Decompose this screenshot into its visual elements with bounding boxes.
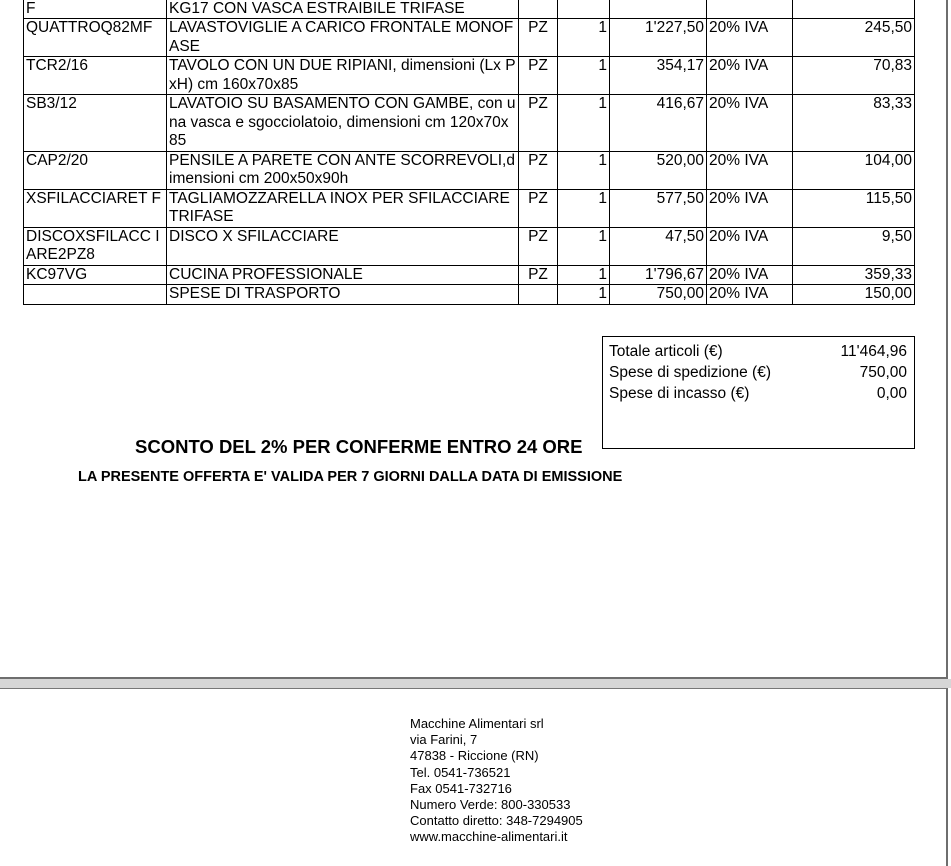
item-description: TAVOLO CON UN DUE RIPIANI, dimensioni (Lx PxH) cm 160x70x85 <box>167 57 519 95</box>
item-code: DISCOXSFILACC IARE2PZ8 <box>24 227 167 265</box>
item-code: F <box>24 0 167 19</box>
company-direct-contact: Contatto diretto: 348-7294905 <box>410 813 583 829</box>
item-quantity: 1 <box>558 151 610 189</box>
item-tax-amount: 83,33 <box>793 95 915 152</box>
item-tax-amount: 9,50 <box>793 227 915 265</box>
item-unit: PZ <box>519 95 558 152</box>
item-unit <box>519 0 558 19</box>
company-fax: Fax 0541-732716 <box>410 780 512 796</box>
footer-page <box>0 688 948 866</box>
table-row <box>24 95 915 152</box>
item-description: SPESE DI TRASPORTO <box>167 285 519 305</box>
item-tax-amount: 70,83 <box>793 57 915 95</box>
item-tax-amount: 245,50 <box>793 19 915 57</box>
company-street: via Farini, 7 <box>410 732 478 748</box>
item-description: CUCINA PROFESSIONALE <box>167 265 519 285</box>
item-tax-amount: 104,00 <box>793 151 915 189</box>
company-info <box>410 716 583 846</box>
item-price: 520,00 <box>610 151 707 189</box>
table-row <box>24 0 915 19</box>
item-code: KC97VG <box>24 265 167 285</box>
item-quantity: 1 <box>558 57 610 95</box>
company-name: Macchine Alimentari srl <box>410 716 544 731</box>
company-city: 47838 - Riccione (RN) <box>410 748 539 764</box>
table-row <box>24 285 915 305</box>
totals-label: Totale articoli (€) <box>609 343 723 360</box>
item-price: 354,17 <box>610 57 707 95</box>
item-unit: PZ <box>519 227 558 265</box>
item-unit: PZ <box>519 19 558 57</box>
totals-label: Spese di spedizione (€) <box>609 364 771 381</box>
totals-label: Spese di incasso (€) <box>609 385 750 402</box>
table-row <box>24 265 915 285</box>
item-quantity: 1 <box>558 189 610 227</box>
table-row <box>24 19 915 57</box>
item-code: SB3/12 <box>24 95 167 152</box>
totals-box <box>602 336 915 449</box>
item-vat: 20% IVA <box>707 265 793 285</box>
item-unit: PZ <box>519 189 558 227</box>
item-price: 750,00 <box>610 285 707 305</box>
item-description: DISCO X SFILACCIARE <box>167 227 519 265</box>
item-vat <box>707 0 793 19</box>
item-price: 47,50 <box>610 227 707 265</box>
item-quantity: 1 <box>558 95 610 152</box>
item-vat: 20% IVA <box>707 19 793 57</box>
item-vat: 20% IVA <box>707 189 793 227</box>
totals-value: 11'464,96 <box>840 343 907 360</box>
items-table <box>23 0 915 305</box>
item-unit: PZ <box>519 265 558 285</box>
totals-value: 0,00 <box>876 385 907 402</box>
item-vat: 20% IVA <box>707 227 793 265</box>
item-tax-amount: 115,50 <box>793 189 915 227</box>
item-code: TCR2/16 <box>24 57 167 95</box>
item-quantity: 1 <box>558 265 610 285</box>
item-tax-amount: 150,00 <box>793 285 915 305</box>
item-quantity: 1 <box>558 227 610 265</box>
item-code: CAP2/20 <box>24 151 167 189</box>
item-unit: PZ <box>519 57 558 95</box>
item-quantity: 1 <box>558 19 610 57</box>
item-description: KG17 CON VASCA ESTRAIBILE TRIFASE <box>167 0 519 19</box>
item-description: PENSILE A PARETE CON ANTE SCORREVOLI,dimensioni cm 200x50x90h <box>167 151 519 189</box>
totals-row-spedizione <box>609 364 907 384</box>
validity-note: LA PRESENTE OFFERTA E' VALIDA PER 7 GIORNI DALLA DATA DI EMISSIONE <box>78 469 623 485</box>
discount-note: SCONTO DEL 2% PER CONFERME ENTRO 24 ORE <box>135 436 583 457</box>
item-unit: PZ <box>519 151 558 189</box>
item-vat: 20% IVA <box>707 95 793 152</box>
item-price: 416,67 <box>610 95 707 152</box>
totals-row-articoli <box>609 343 907 363</box>
item-description: LAVATOIO SU BASAMENTO CON GAMBE, con una vasca e sgocciolatoio, dimensioni cm 120x70x85 <box>167 95 519 152</box>
table-row <box>24 189 915 227</box>
table-row <box>24 151 915 189</box>
item-description: LAVASTOVIGLIE A CARICO FRONTALE MONOFASE <box>167 19 519 57</box>
page-separator <box>0 679 951 688</box>
item-tax-amount <box>793 0 915 19</box>
item-quantity: 1 <box>558 285 610 305</box>
item-code: QUATTROQ82MF <box>24 19 167 57</box>
item-price: 1'796,67 <box>610 265 707 285</box>
item-price <box>610 0 707 19</box>
item-quantity <box>558 0 610 19</box>
item-code: XSFILACCIARET F <box>24 189 167 227</box>
company-toll-free: Numero Verde: 800-330533 <box>410 797 571 813</box>
company-website[interactable]: www.macchine-alimentari.it <box>410 829 568 845</box>
table-row <box>24 57 915 95</box>
item-code <box>24 285 167 305</box>
item-unit <box>519 285 558 305</box>
table-row <box>24 227 915 265</box>
company-tel: Tel. 0541-736521 <box>410 764 511 780</box>
item-price: 577,50 <box>610 189 707 227</box>
totals-value: 750,00 <box>859 364 907 381</box>
item-tax-amount: 359,33 <box>793 265 915 285</box>
item-vat: 20% IVA <box>707 151 793 189</box>
item-vat: 20% IVA <box>707 285 793 305</box>
item-description: TAGLIAMOZZARELLA INOX PER SFILACCIARE TRIFASE <box>167 189 519 227</box>
totals-row-incasso <box>609 385 907 405</box>
items-table-body <box>24 0 915 304</box>
item-price: 1'227,50 <box>610 19 707 57</box>
item-vat: 20% IVA <box>707 57 793 95</box>
